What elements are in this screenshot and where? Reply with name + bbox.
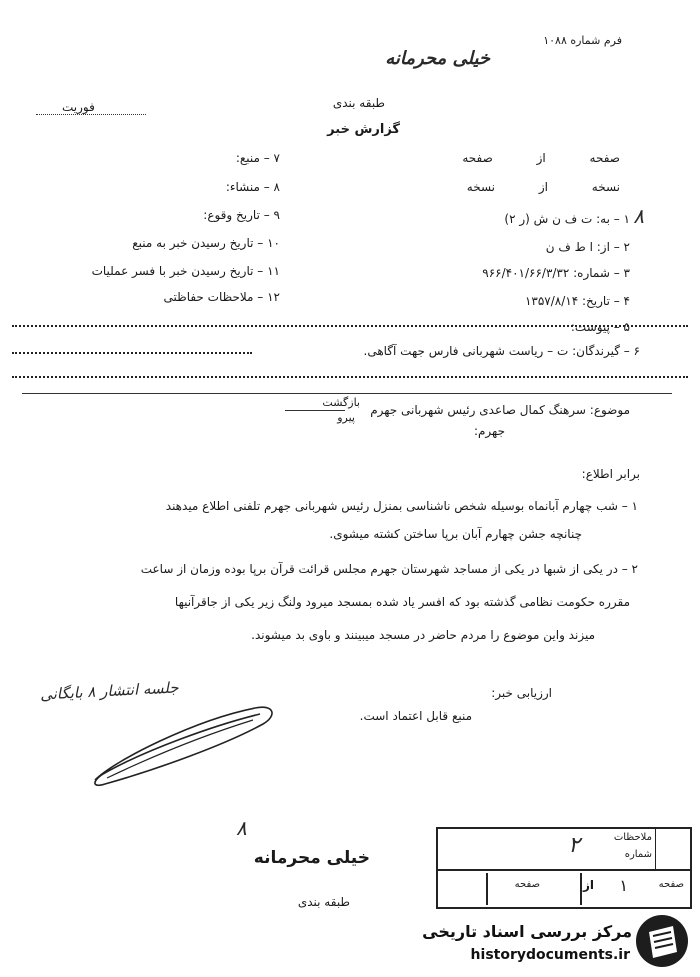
field-received-source: ۱۰ – تاریخ رسیدن خبر به منبع xyxy=(132,236,280,250)
handwritten-mark-bottom: ۸ xyxy=(236,816,247,840)
field-attachment: ۵ – پیوست: xyxy=(570,320,630,334)
field-from: ۲ – از: ا ط ف ن xyxy=(545,240,630,254)
stamp-box xyxy=(436,827,692,909)
stamp-malahezat: ملاحظات xyxy=(613,832,652,843)
assessment-title: ارزیابی خبر: xyxy=(491,686,552,700)
footer-url[interactable]: historydocuments.ir xyxy=(470,947,630,963)
classification-bottom: خیلی محرمانه xyxy=(253,848,370,868)
stamp-shomare: شماره xyxy=(624,849,652,860)
signature-scribble-icon xyxy=(85,700,285,790)
dotted-separator xyxy=(12,376,688,378)
horizontal-rule xyxy=(22,393,672,394)
handwritten-margin-note: جلسه انتشار ۸ بایگانی xyxy=(39,678,179,704)
page-row: صفحه از صفحه xyxy=(462,151,620,165)
subject-note-followup: پیرو xyxy=(337,411,355,424)
copy-row: نسخه از نسخه xyxy=(466,180,620,194)
classification-top: خیلی محرمانه xyxy=(385,48,490,69)
tabaqe-bandi-bottom: طبقه بندی xyxy=(297,895,350,909)
field-received-officer: ۱۱ – تاریخ رسیدن خبر با فسر عملیات xyxy=(91,264,280,278)
stamp-cell-divider xyxy=(580,873,582,905)
stamp-cell-divider xyxy=(486,873,488,905)
handwritten-mark-right: ۸ xyxy=(633,204,644,228)
stamp-total-label: صفحه xyxy=(514,879,540,890)
archive-logo-icon xyxy=(633,912,691,970)
footer-org-name: مرکز بررسی اسناد تاریخی xyxy=(422,922,632,941)
subject-note-return: بازگشت xyxy=(322,396,360,409)
field-security-notes: ۱۲ – ملاحظات حفاظتی xyxy=(163,290,280,304)
body-intro: برابر اطلاع: xyxy=(581,467,640,481)
fouriat-label: فوریت xyxy=(62,100,95,114)
tabaqe-bandi-top: طبقه بندی xyxy=(332,96,385,110)
stamp-page-label: صفحه xyxy=(658,879,684,890)
body-paragraph-2-line-2: مقرره حکومت نظامی گذشته بود که افسر یاد شده بمسجد میرود ولنگ زیر یکی از جاقرآنیها xyxy=(174,595,630,609)
subject-line: موضوع: سرهنگ کمال صاعدی رئیس شهربانی جهرم xyxy=(370,403,630,417)
fouriat-line xyxy=(36,114,146,115)
report-title: گزارش خبر xyxy=(327,122,400,137)
field-origin: ۸ – منشاء: xyxy=(225,180,280,194)
field-recipients: ۶ – گیرندگان: ت – ریاست شهربانی فارس جهت آگاهی. xyxy=(363,344,640,358)
body-paragraph-2-line-3: میزند واین موضوع را مردم حاضر در مسجد میبینند و باوی بد میشوند. xyxy=(251,628,595,642)
dotted-separator xyxy=(12,352,252,354)
field-date: ۴ – تاریخ: ۱۳۵۷/۸/۱۴ xyxy=(524,294,630,308)
dotted-separator xyxy=(12,325,688,327)
form-number: فرم شماره ۱۰۸۸ xyxy=(543,34,622,47)
stamp-az: از xyxy=(582,878,594,892)
body-paragraph-2-line-1: ۲ – در یکی از شبها در یکی از مساجد شهرستان جهرم مجلس قرائت قرآن برپا بوده وزمان از ساعت xyxy=(140,562,638,576)
field-to: ۱ – به: ت ف ن ش (ر ۲) xyxy=(504,212,630,226)
body-paragraph-1-line-1: ۱ – شب چهارم آبانماه بوسیله شخص ناشناسی بمنزل رئیس شهربانی جهرم تلفنی اطلاع میدهند xyxy=(165,499,638,513)
stamp-divider xyxy=(438,869,690,871)
field-occurrence-date: ۹ – تاریخ وقوع: xyxy=(203,208,280,222)
stamp-corner-cell xyxy=(655,829,690,869)
field-number: ۳ – شماره: ۹۶۶/۴۰۱/۶۶/۳/۳۲ xyxy=(482,266,630,280)
stamp-page-num: ۱ xyxy=(619,876,628,895)
subject-jahrom: جهرم: xyxy=(473,424,505,438)
stamp-handwritten-count: ۲ xyxy=(568,833,580,858)
subject-fraction-line xyxy=(285,410,345,411)
field-source: ۷ – منبع: xyxy=(235,151,280,165)
assessment-text: منبع قابل اعتماد است. xyxy=(359,709,472,723)
body-paragraph-1-line-2: چنانچه جشن چهارم آبان برپا ساختن کشته میشوی. xyxy=(329,527,582,541)
